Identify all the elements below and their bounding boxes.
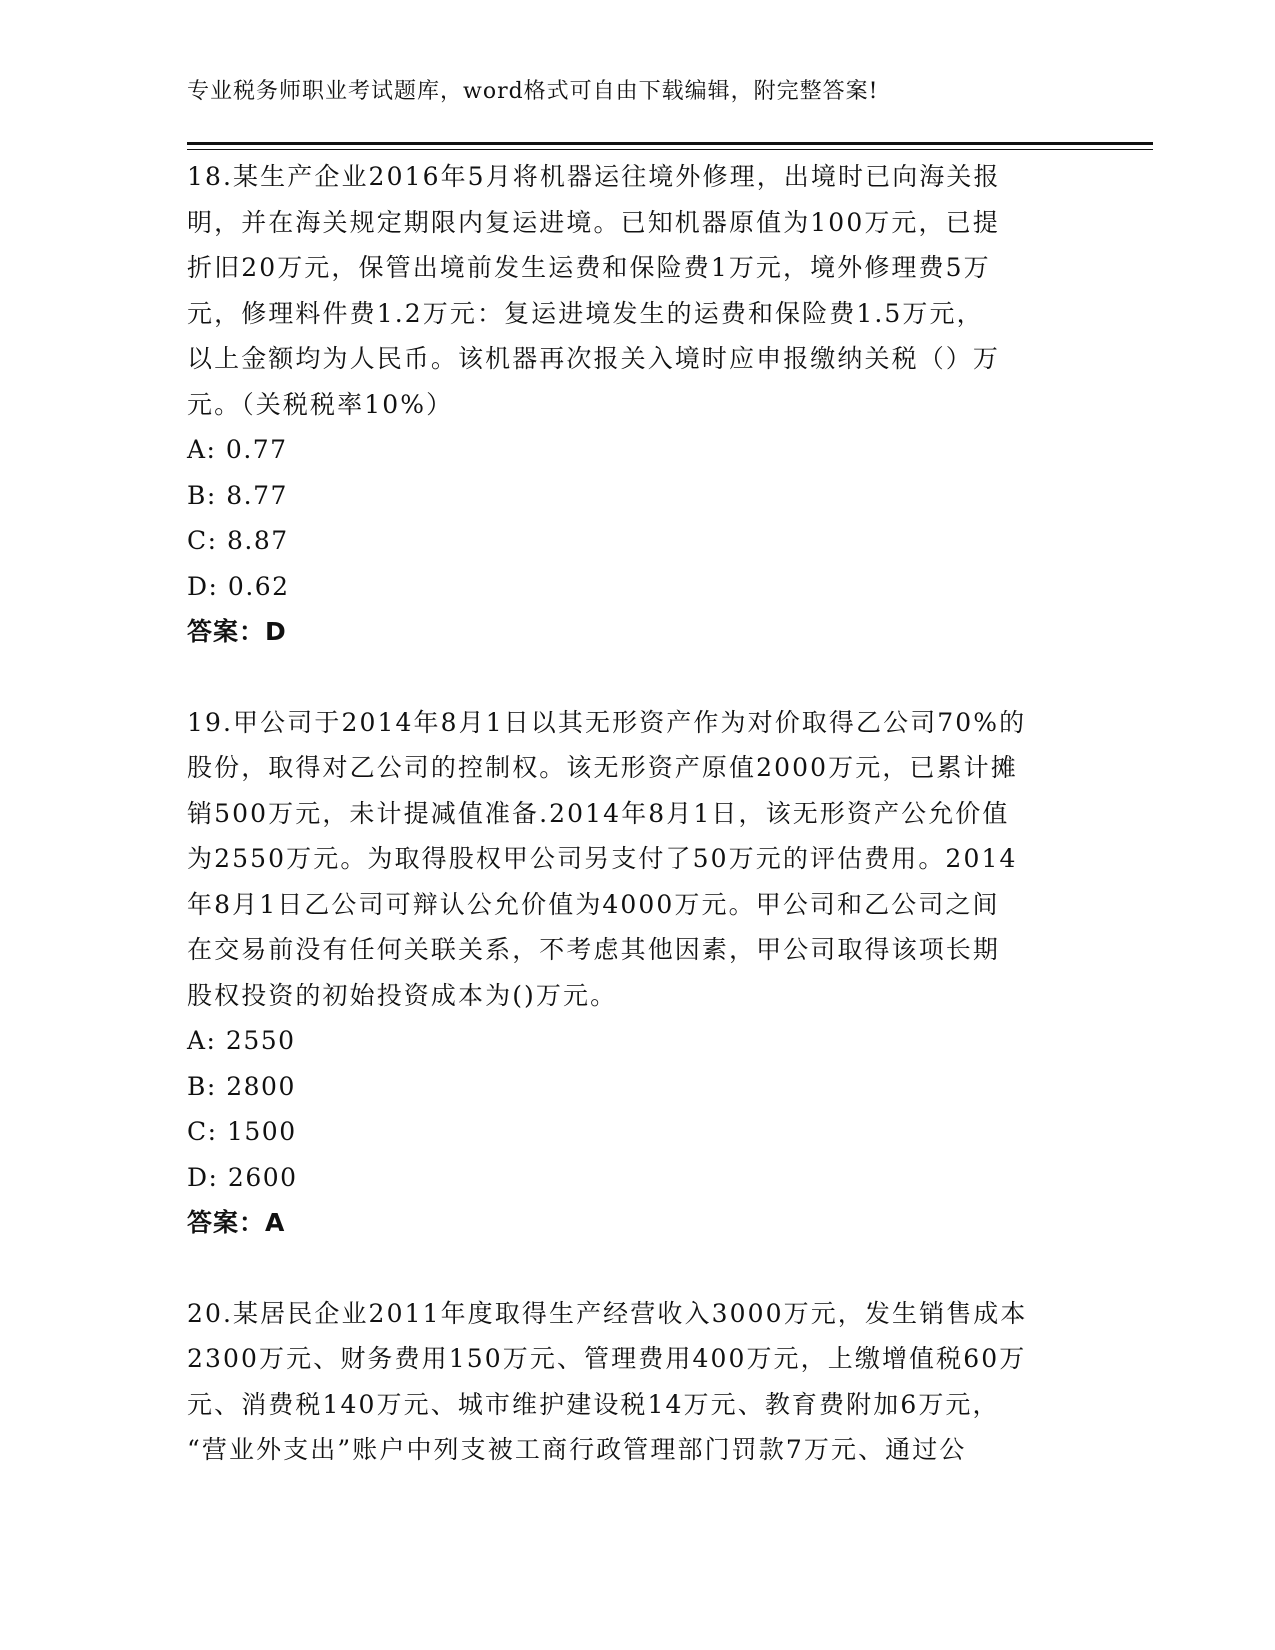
option-b: B: 2800 [187,1071,296,1101]
question-text: 18.某生产企业2016年5月将机器运往境外修理，出境时已向海关报 明，并在海关规定期限内复运进境。已知机器原值为100万元，已提 折旧20万元，保管出境前发生运费和保险费1万元，境外修理费5万 元，修理料件费1.2万元：复运进境发生的运费和保险费1.5万元， 以上金额均为人民币。该机器再次报关入境时应申报缴纳关税（）万 元。（关税税率10%） [187,162,1001,419]
page-header: 专业税务师职业考试题库，word格式可自由下载编辑，附完整答案! [187,79,879,104]
header-rule-thin [187,149,1153,150]
option-c: C: 8.87 [187,526,289,555]
question-text: 19.甲公司于2014年8月1日以其无形资产作为对价取得乙公司70%的 股份，取得对乙公司的控制权。该无形资产原值2000万元，已累计摊 销500万元，未计提减值准备.2014年8月1日，该无形资产公允价值 为2550万元。为取得股权甲公司另支付了50万元的评估费用。2014 年8月1日乙公司可辩认公允价值为4000万元。甲公司和乙公司之间 在交易前没有任何关联关系，不考虑其他因素，甲公司取得该项长期 股权投资的初始投资成本为()万元。 [187,707,1027,1010]
question-text: 20.某居民企业2011年度取得生产经营收入3000万元，发生销售成本 2300万元、财务费用150万元、管理费用400万元，上缴增值税60万 元、消费税140万元、城市维护建设税14万元、教育费附加6万元， “营业外支出”账户中列支被工商行政管理部门罚款7万元、通过公 [187,1298,1028,1464]
question-20 [187,1291,1087,1473]
option-b: B: 8.77 [187,480,288,510]
question-19 [187,700,1087,1246]
option-a: A: 2550 [187,1026,296,1055]
header-rule-thick [187,142,1153,145]
question-18 [187,154,1087,655]
question-list [187,154,1087,1473]
answer: 答案：A [187,1208,286,1237]
option-d: D: 2600 [187,1162,298,1192]
question-spacer [187,655,1087,700]
option-d: D: 0.62 [187,571,290,601]
option-c: C: 1500 [187,1117,297,1146]
answer: 答案：D [187,617,287,646]
option-a: A: 0.77 [187,435,288,464]
question-spacer [187,1246,1087,1291]
